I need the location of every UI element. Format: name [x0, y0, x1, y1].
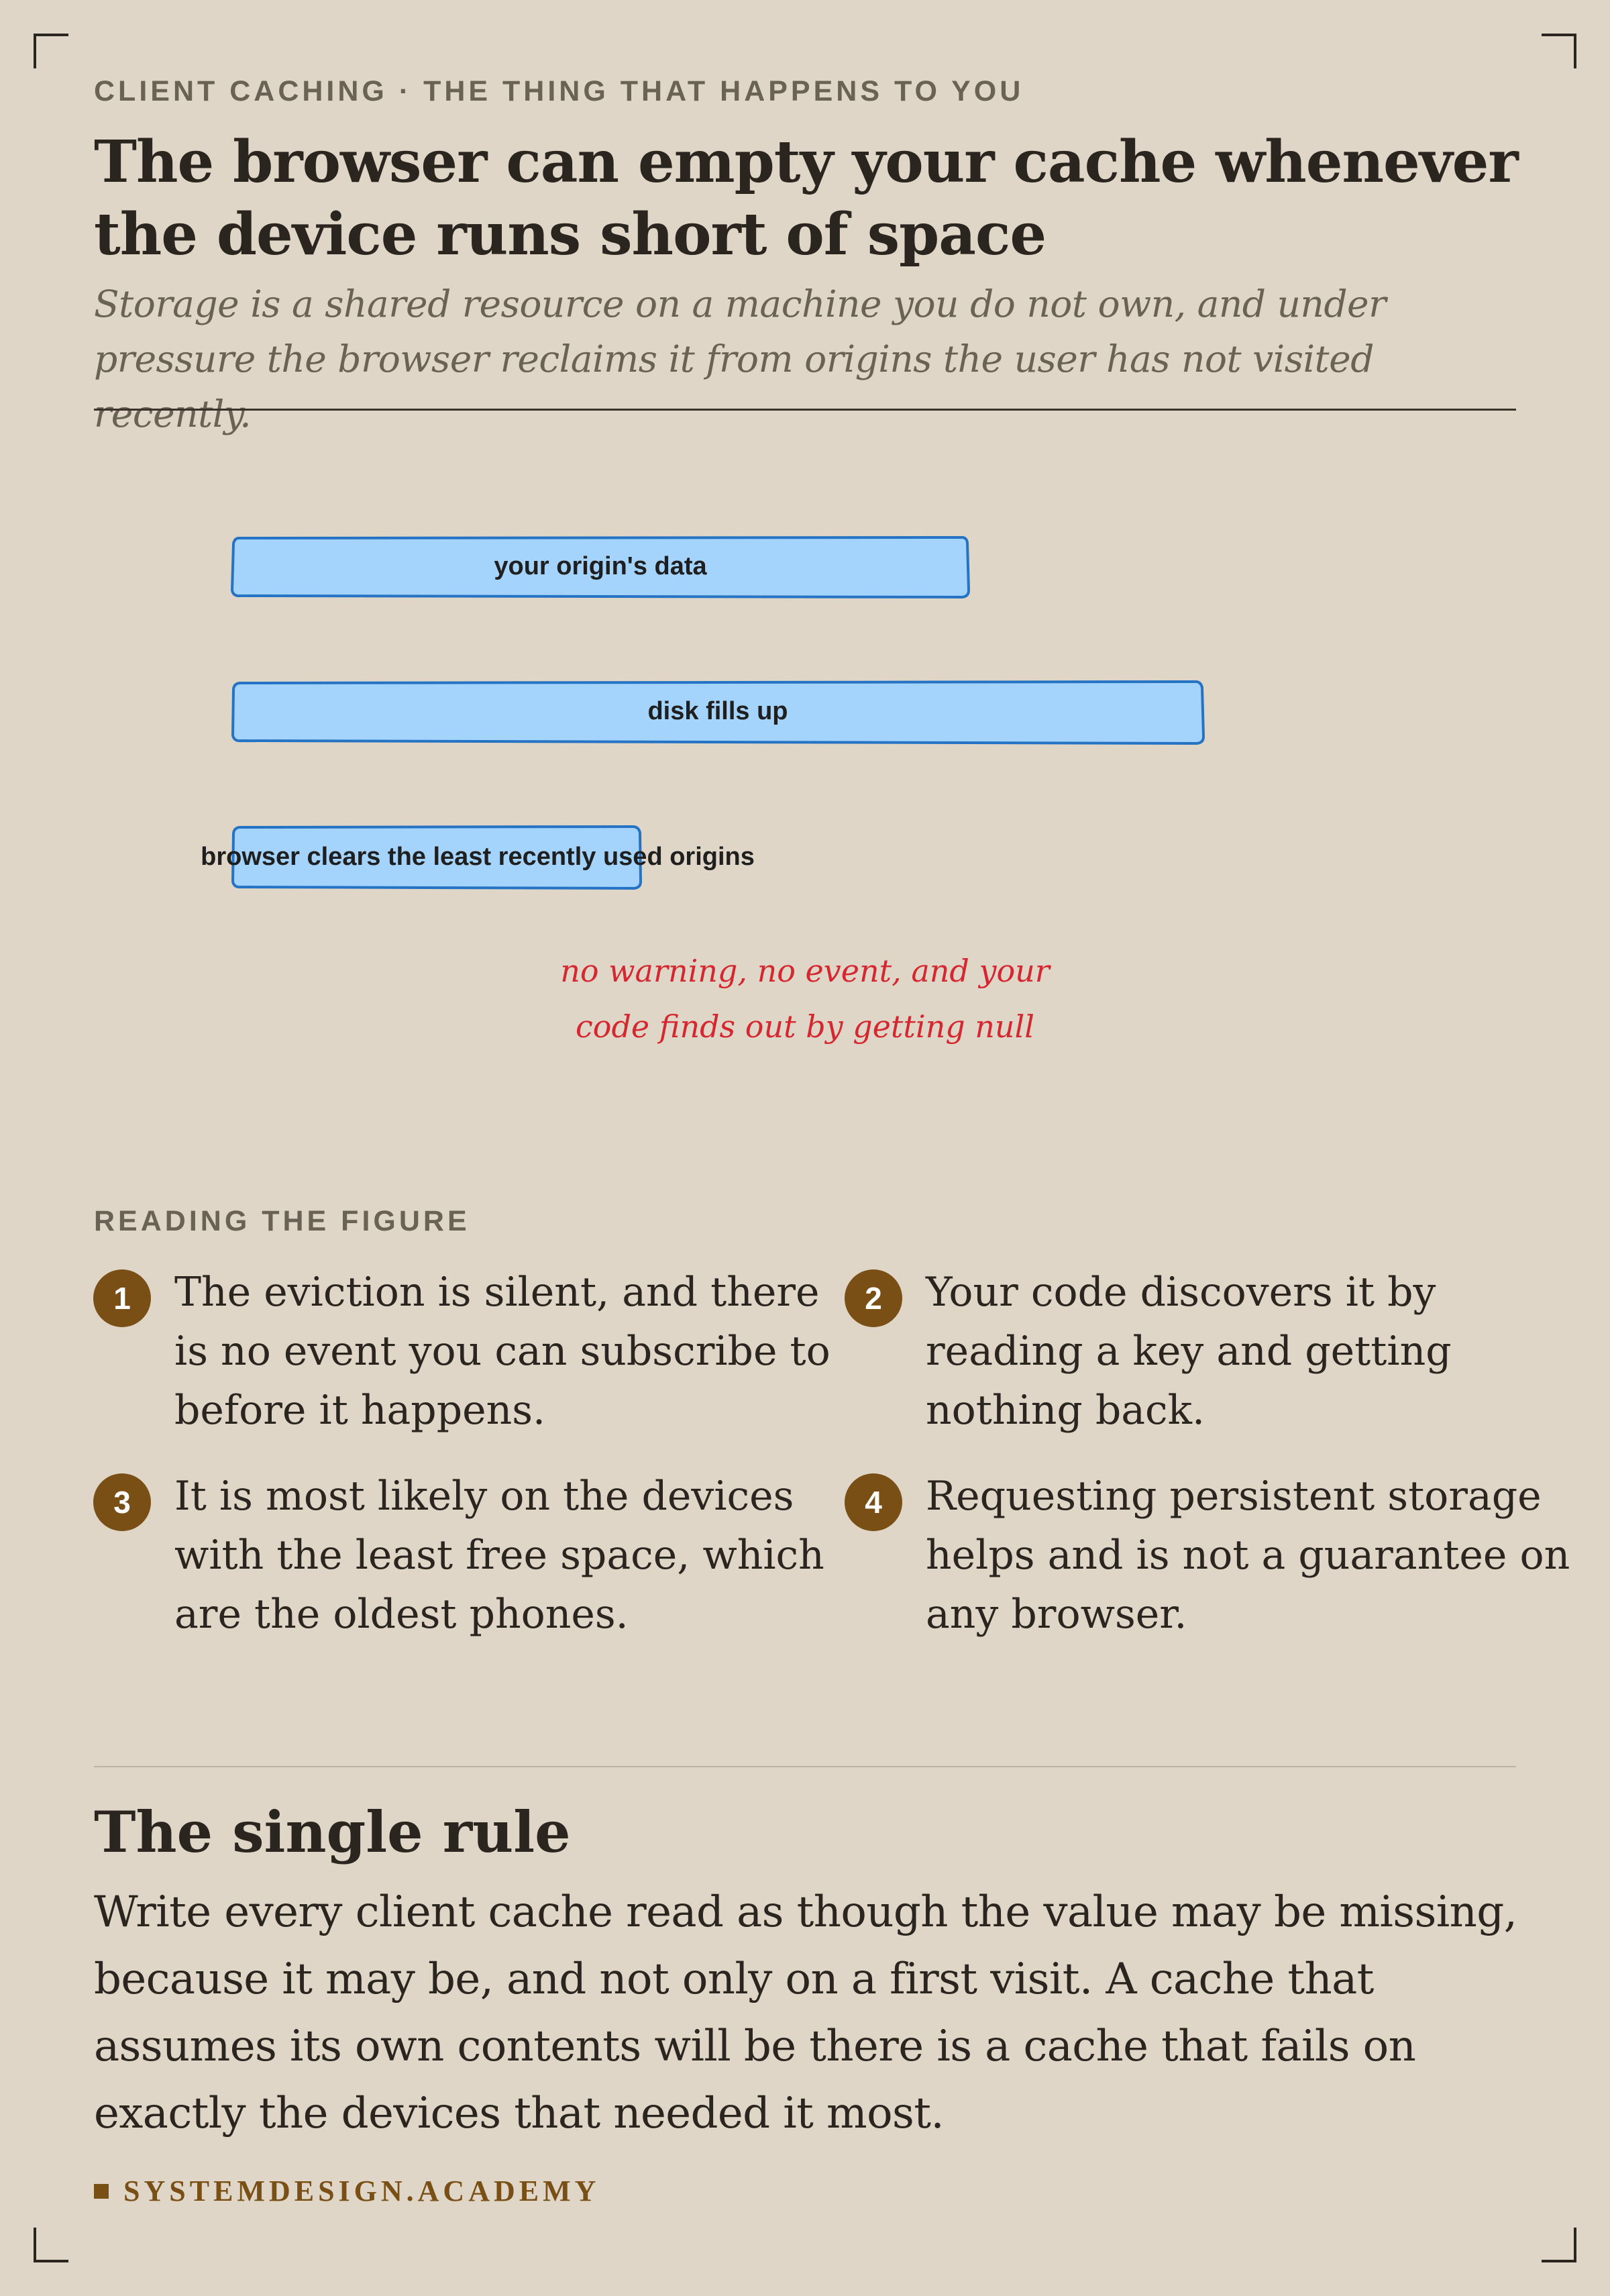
note-item — [113, 1467, 845, 1644]
note-number-badge: 1 — [93, 1269, 151, 1327]
bar-disk-fills-label: disk fills up — [647, 697, 788, 725]
note-text: Requesting persistent storage helps and is not a guarantee on any browser. — [926, 1473, 1570, 1638]
annotation-no-warning — [560, 953, 1052, 1045]
page-subtitle: Storage is a shared resource on a machine you do not own, and under pressure the browser reclaims it from origins the user has not visited recently. — [94, 282, 1386, 435]
rule-heading: The single rule — [94, 1799, 571, 1865]
bar-origin-data-label: your origin's data — [494, 552, 707, 580]
corner-mark-top-right — [1542, 34, 1576, 68]
note-text: Your code discovers it by reading a key and getting nothing back. — [926, 1269, 1452, 1434]
note-text: The eviction is silent, and there is no event you can subscribe to before it happens. — [174, 1269, 830, 1434]
bar-lru-cleared — [201, 827, 755, 888]
note-text: It is most likely on the devices with the least free space, which are the oldest phones. — [174, 1473, 824, 1638]
page-title: The browser can empty your cache whenever the device runs short of space — [94, 128, 1518, 268]
note-item — [865, 1263, 1597, 1440]
bar-disk-fills — [233, 682, 1203, 743]
bar-origin-data — [232, 537, 969, 597]
eyebrow: CLIENT CACHING · THE THING THAT HAPPENS TO YOU — [94, 75, 1024, 107]
note-item — [865, 1467, 1597, 1644]
annotation-line: no warning, no event, and your — [560, 953, 1050, 989]
note-number-badge: 4 — [845, 1473, 902, 1531]
note-number-badge: 2 — [845, 1269, 902, 1327]
footer-brand — [94, 2174, 600, 2208]
corner-mark-bottom-left — [34, 2228, 68, 2262]
bar-lru-cleared-label: browser clears the least recently used origins — [201, 843, 755, 871]
note-number-badge: 3 — [93, 1473, 151, 1531]
corner-mark-top-left — [34, 34, 68, 68]
divider — [94, 409, 1516, 411]
brand-name: SYSTEMDESIGN.ACADEMY — [123, 2175, 600, 2207]
note-item — [113, 1263, 845, 1440]
divider — [94, 1766, 1516, 1767]
rule-body: Write every client cache read as though the value may be missing, because it may be, and not only on a first visit. A cache that assumes its own contents will be there is a cache that fails on exactly the devices that needed it most. — [94, 1887, 1517, 2138]
annotation-line: code finds out by getting null — [576, 1008, 1034, 1045]
brand-square-icon — [94, 2184, 109, 2199]
eviction-diagram — [0, 470, 1610, 1114]
corner-mark-bottom-right — [1542, 2228, 1576, 2262]
section-label: READING THE FIGURE — [94, 1205, 470, 1237]
